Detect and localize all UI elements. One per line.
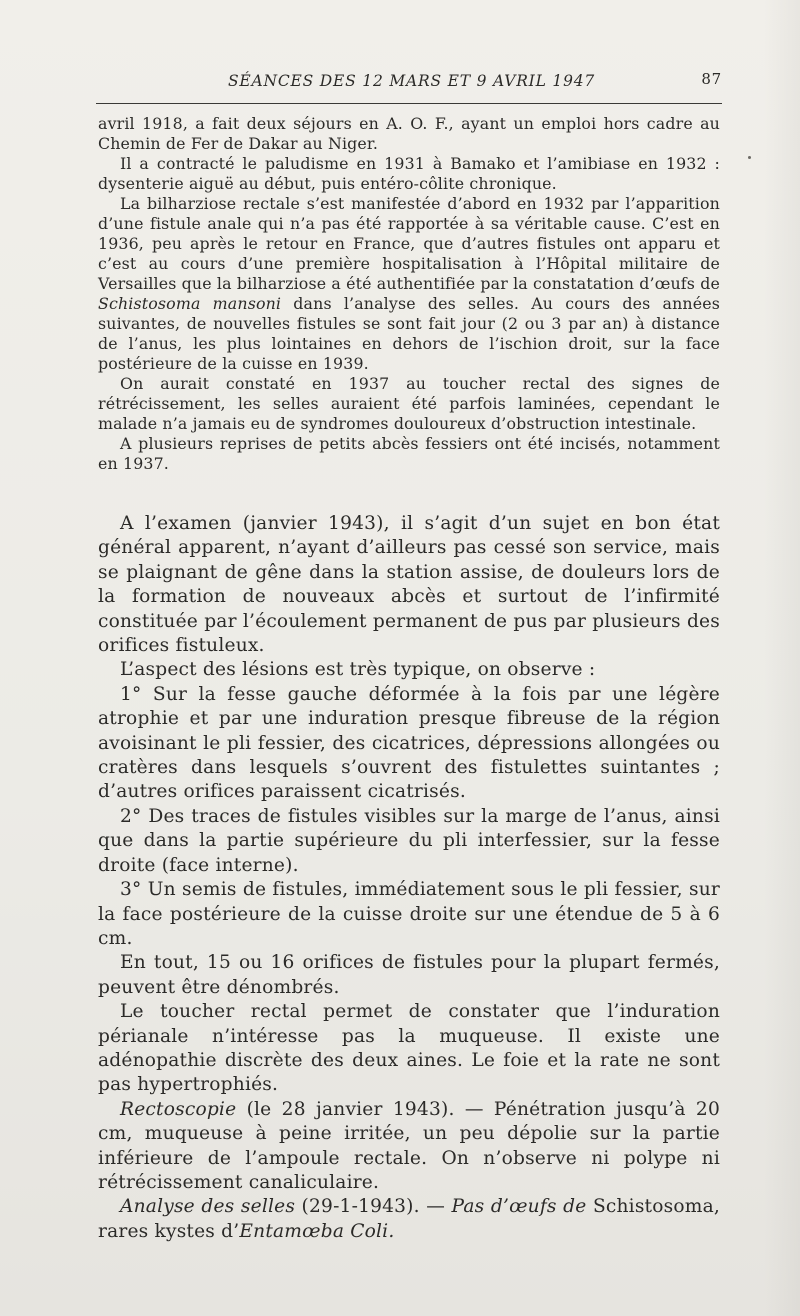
paragraph-p1: avril 1918, a fait deux séjours en A. O. F., ayant un emploi hors cadre au Chemin de Fer de Dakar au Niger. — [98, 114, 720, 153]
analyse-entamoeba: Entamœba Coli. — [239, 1220, 395, 1242]
margin-speck — [748, 156, 751, 159]
analyse-result-italic: Pas d’œufs de — [451, 1196, 587, 1218]
rectoscopie-heading: Rectoscopie — [120, 1098, 237, 1120]
paragraph-q1: A l’examen (janvier 1943), il s’agit d’un sujet en bon état général apparent, n’ayant d’ailleurs pas cessé son service, mais se plaignant de gêne dans la station assise, de douleurs lors de la formation de nouveaux abcès et surtout de l’infirmité constituée par l’écoulement permanent de pus par plusieurs des orifices fistuleux. — [98, 513, 720, 657]
header-rule — [96, 103, 722, 104]
paragraph-p4: On aurait constaté en 1937 au toucher rectal des signes de rétrécissement, les selles auraient été parfois laminées, cependant le malade n’a jamais eu de syndromes douloureux d’obstruction intestinale. — [98, 374, 720, 433]
case-history-section — [98, 114, 720, 474]
page-edge-shadow — [764, 0, 800, 1316]
paragraph-q6: En tout, 15 ou 16 orifices de fistules pour la plupart fermés, peuvent être dénombrés. — [98, 952, 720, 998]
paragraph-q5: 3° Un semis de fistules, immédiatement sous le pli fessier, sur la face postérieure de la cuisse droite sur une étendue de 5 à 6 cm. — [98, 879, 720, 949]
paragraph-q9 — [98, 1195, 720, 1244]
p3-species-name: Schistosoma mansoni — [98, 294, 282, 313]
paragraph-p5: A plusieurs reprises de petits abcès fessiers ont été incisés, notamment en 1937. — [98, 434, 720, 473]
analyse-heading: Analyse des selles — [120, 1196, 296, 1218]
running-header — [96, 66, 726, 96]
paragraph-q3: 1° Sur la fesse gauche déformée à la fois par une légère atrophie et par une induration presque fibreuse de la région avoisinant le pli fessier, des cicatrices, dépressions allongées ou cratères dans lesquels s’ouvrent des fistulettes suintantes ; d’autres orifices paraissent cicatrisés. — [98, 683, 720, 803]
p3-text-start: La bilharziose rectale s’est manifestée d’abord en 1932 par l’apparition d’une fistule anale qui n’a pas été rapportée à sa véritable cause. C’est en 1936, peu après le retour en France, que d’autres fistules ont apparu et c’est au cours d’une première hospitalisation à l’Hôpital militaire de Versailles que la bilharziose a été authentifiée par la constatation d’œufs de — [98, 194, 720, 293]
header-title: SÉANCES DES 12 MARS ET 9 AVRIL 1947 — [228, 72, 596, 90]
paragraph-q4: 2° Des traces de fistules visibles sur la marge de l’anus, ainsi que dans la partie supérieure du pli interfessier, sur la fesse droite (face interne). — [98, 805, 720, 876]
paragraph-q2: L’aspect des lésions est très typique, on observe : — [120, 659, 596, 681]
examination-section — [98, 512, 720, 1244]
p3-text-end: dans l’analyse des selles. Au cours des années suivantes, de nouvelles fistules se sont fait jour (2 ou 3 par an) à distance de l’anus, les plus lointaines en dehors de l’ischion droit, sur la face postérieure de la cuisse en 1939. — [98, 294, 720, 373]
page-number: 87 — [701, 70, 722, 88]
paragraph-p3 — [98, 194, 720, 374]
paragraph-p2: Il a contracté le paludisme en 1931 à Bamako et l’amibiase en 1932 : dysenterie aiguë au début, puis entéro-côlite chronique. — [98, 154, 720, 193]
analyse-date: (29-1-1943). — — [295, 1196, 452, 1218]
analyse-species: Schistosoma, — [586, 1196, 720, 1218]
paragraph-q8 — [98, 1098, 720, 1196]
analyse-line2: rares kystes — [98, 1220, 222, 1242]
paragraph-q7: Le toucher rectal permet de constater que l’induration périanale n’intéresse pas la muqueuse. Il existe une adénopathie discrète des deux aines. Le foie et la rate ne sont pas hypertrophiés. — [98, 1001, 720, 1096]
rectoscopie-text: (le 28 janvier 1943). — Pénétration jusqu’à 20 cm, muqueuse à peine irritée, un peu dépolie sur la partie inférieure de l’ampoule rectale. On n’observe ni polype ni rétrécissement canaliculaire. — [98, 1098, 720, 1193]
analyse-line2-apostrophe: d’ — [221, 1220, 240, 1242]
